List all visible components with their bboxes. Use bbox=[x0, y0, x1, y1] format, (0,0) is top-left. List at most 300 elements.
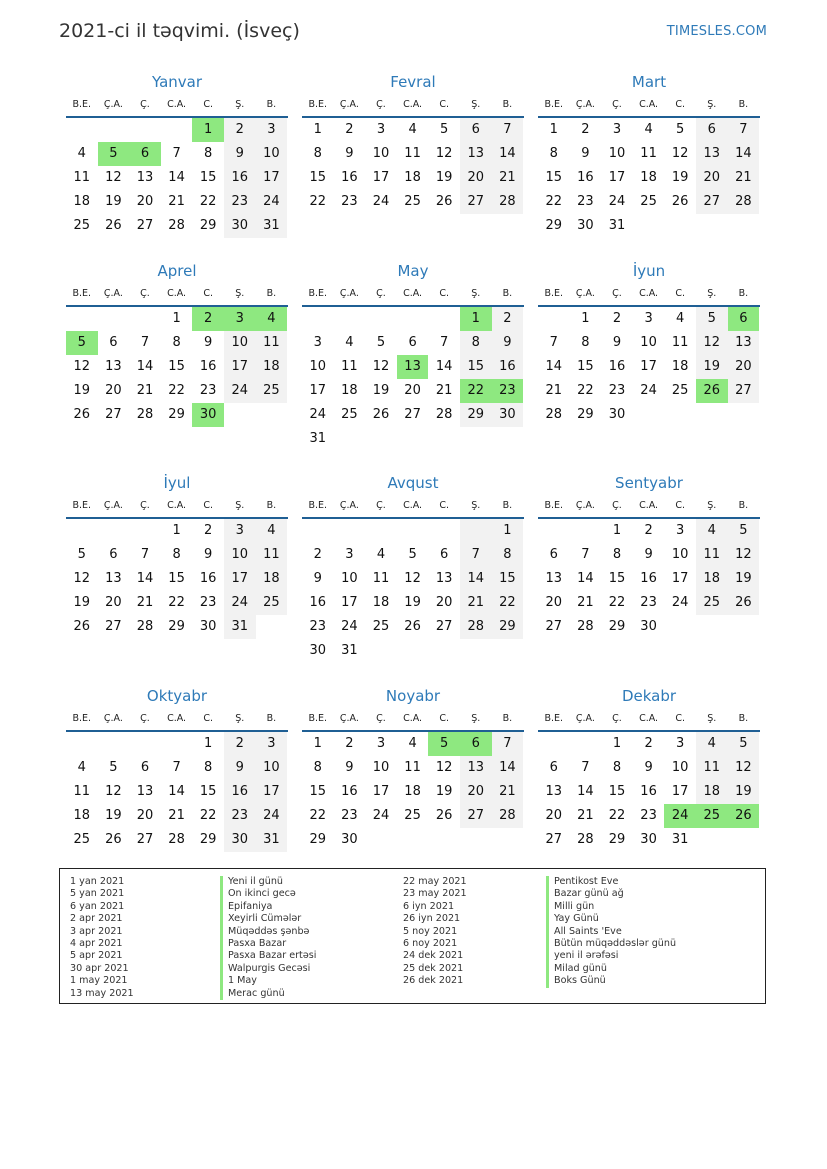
day-cell: 5 bbox=[77, 547, 86, 562]
legend-holiday-name: Bazar günü ağ bbox=[546, 888, 676, 900]
weekday-label: Ç.A. bbox=[103, 500, 123, 511]
day-cell: 11 bbox=[73, 170, 91, 185]
day-cell: 16 bbox=[608, 359, 626, 374]
day-cell: 30 bbox=[492, 403, 524, 427]
empty-cell bbox=[161, 732, 193, 756]
day-cell: 9 bbox=[224, 142, 256, 166]
weekday-label: Ç. bbox=[612, 500, 622, 511]
weekday-label: C.A. bbox=[639, 713, 659, 724]
legend-holiday-name: Pasxa Bazar ertəsi bbox=[220, 950, 316, 962]
day-cell: 12 bbox=[73, 571, 91, 586]
day-cell: 20 bbox=[136, 194, 154, 209]
day-cell: 1 bbox=[204, 736, 213, 751]
legend-holiday-name: Müqəddəs şənbə bbox=[220, 926, 316, 938]
day-cell: 7 bbox=[140, 547, 150, 562]
day-cell: 18 bbox=[372, 595, 390, 610]
day-cell: 16 bbox=[224, 166, 256, 190]
day-cell: 28 bbox=[577, 619, 594, 634]
day-cell: 23 bbox=[341, 194, 358, 209]
day-cell: 30 bbox=[608, 407, 626, 422]
day-cell: 20 bbox=[105, 383, 122, 398]
month-6 bbox=[538, 259, 760, 427]
day-cell: 24 bbox=[224, 379, 256, 403]
day-cell: 29 bbox=[199, 218, 217, 233]
day-cell: 19 bbox=[435, 170, 453, 185]
weekday-label: C. bbox=[439, 288, 449, 299]
day-cell: 15 bbox=[608, 784, 626, 799]
month-name: Fevral bbox=[390, 73, 436, 91]
day-cell: 18 bbox=[73, 194, 91, 209]
weekday-label: C. bbox=[439, 500, 449, 511]
empty-cell bbox=[538, 732, 570, 756]
day-cell: 5 bbox=[428, 732, 460, 756]
weekday-label: Ş. bbox=[707, 288, 717, 299]
day-cell: 22 bbox=[608, 595, 626, 610]
legend-date: 24 dek 2021 bbox=[403, 950, 464, 962]
day-cell: 22 bbox=[460, 379, 492, 403]
weekday-header bbox=[302, 495, 524, 519]
day-cell: 30 bbox=[341, 832, 358, 847]
day-cell: 17 bbox=[640, 359, 657, 374]
day-cell: 23 bbox=[199, 383, 217, 398]
empty-cell bbox=[66, 307, 98, 331]
day-cell: 19 bbox=[435, 784, 453, 799]
day-cell: 29 bbox=[168, 619, 185, 634]
weekday-label: C. bbox=[203, 99, 213, 110]
weekday-label: Ç. bbox=[612, 99, 622, 110]
day-cell: 21 bbox=[492, 166, 524, 190]
weekday-label: Ç. bbox=[140, 288, 150, 299]
day-cell: 24 bbox=[372, 194, 390, 209]
site-logo-text[interactable]: TIMESLES.COM bbox=[666, 24, 767, 39]
legend-date: 6 iyn 2021 bbox=[403, 900, 455, 912]
day-cell: 29 bbox=[199, 832, 217, 847]
day-cell: 13 bbox=[397, 355, 429, 379]
day-cell: 17 bbox=[671, 784, 689, 799]
month-name: Sentyabr bbox=[615, 474, 683, 492]
weekday-label: C.A. bbox=[403, 713, 423, 724]
day-cell: 8 bbox=[204, 760, 213, 775]
day-cell: 5 bbox=[728, 519, 760, 543]
day-cell: 25 bbox=[256, 591, 288, 615]
weekday-label: Ç.A. bbox=[339, 288, 359, 299]
day-cell: 17 bbox=[341, 595, 358, 610]
weekday-label: C. bbox=[203, 288, 213, 299]
empty-cell bbox=[397, 307, 429, 331]
day-cell: 11 bbox=[640, 146, 657, 161]
day-cell: 8 bbox=[612, 547, 622, 562]
day-cell: 20 bbox=[696, 166, 728, 190]
weekday-label: Ş. bbox=[235, 713, 245, 724]
legend-names-col-1 bbox=[220, 876, 316, 1000]
day-cell: 29 bbox=[492, 615, 524, 639]
day-cell: 10 bbox=[671, 547, 689, 562]
day-cell: 4 bbox=[256, 307, 288, 331]
day-cell: 31 bbox=[608, 218, 626, 233]
weekday-label: Ç. bbox=[376, 500, 386, 511]
empty-cell bbox=[538, 519, 570, 543]
month-7 bbox=[66, 471, 288, 639]
day-cell: 15 bbox=[608, 571, 626, 586]
legend-date: 2 apr 2021 bbox=[70, 913, 123, 925]
day-cell: 25 bbox=[696, 591, 728, 615]
day-cell: 13 bbox=[105, 359, 122, 374]
day-cell: 2 bbox=[204, 523, 213, 538]
day-cell: 10 bbox=[671, 760, 689, 775]
day-cell: 11 bbox=[256, 331, 288, 355]
day-cell: 2 bbox=[644, 736, 653, 751]
day-cell: 23 bbox=[341, 808, 358, 823]
day-cell: 17 bbox=[256, 780, 288, 804]
legend-holiday-name: Epifaniya bbox=[220, 901, 316, 913]
day-cell: 31 bbox=[224, 615, 256, 639]
day-cell: 4 bbox=[676, 311, 685, 326]
weekday-label: B.E. bbox=[308, 288, 328, 299]
day-cell: 22 bbox=[545, 194, 563, 209]
weekday-label: Ş. bbox=[707, 99, 717, 110]
day-cell: 17 bbox=[671, 571, 689, 586]
day-cell: 18 bbox=[640, 170, 657, 185]
month-1 bbox=[66, 70, 288, 238]
day-cell: 30 bbox=[192, 403, 224, 427]
day-cell: 1 bbox=[172, 523, 181, 538]
legend-date: 22 may 2021 bbox=[403, 876, 467, 887]
legend-date: 1 may 2021 bbox=[70, 975, 128, 987]
weekday-label: C.A. bbox=[167, 99, 187, 110]
weekday-label: Ç. bbox=[376, 713, 386, 724]
day-cell: 8 bbox=[204, 146, 213, 161]
day-cell: 5 bbox=[376, 335, 386, 350]
empty-cell bbox=[460, 519, 492, 543]
day-cell: 8 bbox=[492, 543, 524, 567]
day-cell: 15 bbox=[309, 784, 327, 799]
weekday-label: Ş. bbox=[471, 500, 481, 511]
empty-cell bbox=[98, 307, 130, 331]
day-cell: 14 bbox=[136, 571, 154, 586]
weekday-label: Ş. bbox=[235, 99, 245, 110]
day-cell: 17 bbox=[309, 383, 327, 398]
weekday-label: Ç. bbox=[140, 500, 150, 511]
day-cell: 22 bbox=[168, 383, 185, 398]
day-cell: 21 bbox=[577, 808, 594, 823]
day-cell: 22 bbox=[309, 808, 327, 823]
day-cell: 19 bbox=[404, 595, 421, 610]
day-cell: 3 bbox=[224, 307, 256, 331]
day-cell: 11 bbox=[671, 335, 689, 350]
day-cell: 3 bbox=[376, 122, 386, 137]
day-cell: 10 bbox=[256, 756, 288, 780]
day-cell: 12 bbox=[671, 146, 689, 161]
day-cell: 29 bbox=[309, 832, 327, 847]
weekday-label: C.A. bbox=[167, 713, 187, 724]
day-cell: 20 bbox=[545, 808, 563, 823]
day-cell: 9 bbox=[612, 335, 622, 350]
day-cell: 20 bbox=[404, 383, 421, 398]
day-cell: 7 bbox=[492, 732, 524, 756]
day-cell: 27 bbox=[105, 619, 122, 634]
day-cell: 24 bbox=[671, 595, 689, 610]
weekday-label: C. bbox=[203, 713, 213, 724]
day-cell: 2 bbox=[345, 122, 354, 137]
day-cell: 10 bbox=[341, 571, 358, 586]
weekday-label: C.A. bbox=[403, 99, 423, 110]
empty-cell bbox=[98, 732, 130, 756]
day-cell: 14 bbox=[577, 784, 594, 799]
day-cell: 23 bbox=[640, 808, 657, 823]
legend-holiday-name: All Saints 'Eve bbox=[546, 926, 676, 938]
day-cell: 28 bbox=[168, 218, 185, 233]
day-cell: 27 bbox=[460, 190, 492, 214]
legend-date: 3 apr 2021 bbox=[70, 925, 123, 937]
day-cell: 9 bbox=[313, 571, 322, 586]
day-cell: 16 bbox=[199, 359, 217, 374]
day-cell: 2 bbox=[644, 523, 653, 538]
empty-cell bbox=[428, 307, 460, 331]
day-cell: 1 bbox=[313, 736, 322, 751]
weekday-label: Ç.A. bbox=[575, 99, 595, 110]
weekday-header bbox=[302, 94, 524, 118]
weekday-header bbox=[66, 283, 288, 307]
month-name: Avqust bbox=[387, 474, 439, 492]
day-cell: 19 bbox=[728, 567, 760, 591]
day-cell: 16 bbox=[577, 170, 594, 185]
day-cell: 13 bbox=[105, 571, 122, 586]
day-cell: 3 bbox=[644, 311, 653, 326]
weekday-label: B. bbox=[738, 713, 749, 724]
weekday-label: C.A. bbox=[639, 500, 659, 511]
day-cell: 25 bbox=[256, 379, 288, 403]
day-cell: 8 bbox=[172, 335, 181, 350]
day-cell: 16 bbox=[341, 170, 358, 185]
day-cell: 23 bbox=[608, 383, 626, 398]
day-cell: 17 bbox=[224, 355, 256, 379]
month-8 bbox=[302, 471, 524, 663]
legend-date: 1 yan 2021 bbox=[70, 876, 125, 887]
day-cell: 20 bbox=[545, 595, 563, 610]
day-cell: 14 bbox=[460, 567, 492, 591]
day-cell: 12 bbox=[696, 331, 728, 355]
day-cell: 21 bbox=[492, 780, 524, 804]
empty-cell bbox=[66, 118, 98, 142]
day-cell: 16 bbox=[309, 595, 327, 610]
day-cell: 27 bbox=[136, 832, 154, 847]
day-cell: 24 bbox=[256, 190, 288, 214]
day-cell: 7 bbox=[172, 146, 181, 161]
weekday-header bbox=[66, 708, 288, 732]
weekday-label: B.E. bbox=[72, 99, 92, 110]
day-cell: 17 bbox=[224, 567, 256, 591]
day-cell: 17 bbox=[256, 166, 288, 190]
day-cell: 26 bbox=[728, 804, 760, 828]
day-cell: 25 bbox=[372, 619, 390, 634]
legend-holiday-name: Milli gün bbox=[546, 901, 676, 913]
day-cell: 10 bbox=[608, 146, 626, 161]
empty-cell bbox=[365, 519, 397, 543]
day-cell: 28 bbox=[136, 619, 154, 634]
day-cell: 14 bbox=[168, 784, 185, 799]
weekday-label: Ç.A. bbox=[339, 99, 359, 110]
weekday-label: Ş. bbox=[235, 288, 245, 299]
day-cell: 7 bbox=[728, 118, 760, 142]
day-cell: 15 bbox=[309, 170, 327, 185]
day-cell: 10 bbox=[372, 760, 390, 775]
day-cell: 6 bbox=[440, 547, 449, 562]
day-cell: 7 bbox=[140, 335, 150, 350]
day-cell: 25 bbox=[73, 832, 91, 847]
legend-date: 5 apr 2021 bbox=[70, 950, 123, 962]
day-cell: 22 bbox=[199, 194, 217, 209]
day-cell: 30 bbox=[577, 218, 594, 233]
day-cell: 8 bbox=[581, 335, 590, 350]
weekday-label: B. bbox=[266, 713, 277, 724]
day-cell: 25 bbox=[671, 383, 689, 398]
day-cell: 24 bbox=[256, 804, 288, 828]
day-cell: 18 bbox=[256, 567, 288, 591]
day-cell: 19 bbox=[73, 383, 91, 398]
day-cell: 2 bbox=[581, 122, 590, 137]
month-12 bbox=[538, 684, 760, 852]
day-cell: 11 bbox=[73, 784, 91, 799]
day-cell: 30 bbox=[199, 619, 217, 634]
day-cell: 19 bbox=[696, 355, 728, 379]
weekday-header bbox=[66, 94, 288, 118]
legend-holiday-name: Pentikost Eve bbox=[546, 876, 676, 888]
day-cell: 26 bbox=[73, 619, 91, 634]
day-cell: 21 bbox=[728, 166, 760, 190]
day-cell: 3 bbox=[313, 335, 322, 350]
day-cell: 26 bbox=[105, 218, 122, 233]
day-cell: 6 bbox=[408, 335, 417, 350]
day-cell: 24 bbox=[608, 194, 626, 209]
day-cell: 2 bbox=[224, 732, 256, 756]
days-grid bbox=[66, 118, 288, 238]
day-cell: 30 bbox=[224, 214, 256, 238]
weekday-label: Ç. bbox=[140, 99, 150, 110]
day-cell: 23 bbox=[492, 379, 524, 403]
day-cell: 27 bbox=[696, 190, 728, 214]
days-grid bbox=[302, 118, 524, 214]
weekday-label: Ş. bbox=[707, 713, 717, 724]
empty-cell bbox=[129, 307, 161, 331]
empty-cell bbox=[302, 307, 334, 331]
day-cell: 9 bbox=[492, 331, 524, 355]
weekday-label: Ç.A. bbox=[575, 500, 595, 511]
day-cell: 7 bbox=[440, 335, 449, 350]
day-cell: 3 bbox=[376, 736, 386, 751]
day-cell: 9 bbox=[644, 760, 653, 775]
day-cell: 10 bbox=[256, 142, 288, 166]
day-cell: 12 bbox=[73, 359, 91, 374]
empty-cell bbox=[98, 118, 130, 142]
day-cell: 7 bbox=[172, 760, 181, 775]
day-cell: 20 bbox=[460, 780, 492, 804]
day-cell: 4 bbox=[696, 519, 728, 543]
legend-holiday-name: Merac günü bbox=[220, 988, 316, 1000]
day-cell: 12 bbox=[728, 756, 760, 780]
day-cell: 19 bbox=[105, 194, 122, 209]
weekday-label: Ç.A. bbox=[103, 713, 123, 724]
weekday-label: C. bbox=[675, 288, 685, 299]
day-cell: 5 bbox=[66, 331, 98, 355]
day-cell: 27 bbox=[545, 619, 563, 634]
legend-holiday-name: Pasxa Bazar bbox=[220, 938, 316, 950]
weekday-label: B.E. bbox=[72, 288, 92, 299]
day-cell: 21 bbox=[577, 595, 594, 610]
weekday-label: C.A. bbox=[167, 500, 187, 511]
weekday-label: Ç.A. bbox=[575, 288, 595, 299]
month-name: Yanvar bbox=[151, 73, 203, 91]
days-grid bbox=[538, 519, 760, 639]
day-cell: 29 bbox=[608, 619, 626, 634]
day-cell: 24 bbox=[664, 804, 696, 828]
day-cell: 3 bbox=[224, 519, 256, 543]
day-cell: 18 bbox=[341, 383, 358, 398]
day-cell: 16 bbox=[492, 355, 524, 379]
day-cell: 13 bbox=[136, 170, 154, 185]
day-cell: 15 bbox=[199, 784, 217, 799]
day-cell: 12 bbox=[435, 146, 453, 161]
legend-date: 6 yan 2021 bbox=[70, 900, 125, 912]
day-cell: 26 bbox=[404, 619, 421, 634]
day-cell: 14 bbox=[577, 571, 594, 586]
day-cell: 15 bbox=[577, 359, 594, 374]
empty-cell bbox=[570, 732, 602, 756]
day-cell: 21 bbox=[136, 595, 154, 610]
day-cell: 1 bbox=[192, 118, 224, 142]
day-cell: 7 bbox=[460, 543, 492, 567]
day-cell: 25 bbox=[640, 194, 657, 209]
day-cell: 27 bbox=[728, 379, 760, 403]
legend-holiday-name: 1 May bbox=[220, 975, 316, 987]
day-cell: 13 bbox=[136, 784, 154, 799]
empty-cell bbox=[302, 519, 334, 543]
weekday-label: B.E. bbox=[544, 288, 564, 299]
day-cell: 6 bbox=[460, 732, 492, 756]
day-cell: 24 bbox=[309, 407, 327, 422]
legend-date: 25 dek 2021 bbox=[403, 962, 464, 974]
weekday-label: Ç. bbox=[612, 288, 622, 299]
weekday-label: Ç.A. bbox=[103, 288, 123, 299]
day-cell: 13 bbox=[460, 142, 492, 166]
weekday-label: Ş. bbox=[235, 500, 245, 511]
day-cell: 3 bbox=[256, 732, 288, 756]
day-cell: 8 bbox=[172, 547, 181, 562]
day-cell: 23 bbox=[577, 194, 594, 209]
day-cell: 3 bbox=[256, 118, 288, 142]
day-cell: 26 bbox=[372, 407, 390, 422]
day-cell: 22 bbox=[492, 591, 524, 615]
day-cell: 12 bbox=[105, 784, 122, 799]
weekday-label: Ç.A. bbox=[103, 99, 123, 110]
day-cell: 2 bbox=[345, 736, 354, 751]
day-cell: 10 bbox=[309, 359, 327, 374]
day-cell: 4 bbox=[256, 519, 288, 543]
day-cell: 5 bbox=[676, 122, 685, 137]
day-cell: 26 bbox=[105, 832, 122, 847]
day-cell: 25 bbox=[73, 218, 91, 233]
empty-cell bbox=[334, 519, 366, 543]
page-title: 2021-ci il təqvimi. (İsveç) bbox=[59, 20, 300, 42]
legend-date: 6 noy 2021 bbox=[403, 938, 458, 950]
weekday-label: B.E. bbox=[308, 99, 328, 110]
day-cell: 8 bbox=[313, 146, 322, 161]
day-cell: 14 bbox=[136, 359, 154, 374]
day-cell: 5 bbox=[696, 307, 728, 331]
day-cell: 19 bbox=[728, 780, 760, 804]
day-cell: 17 bbox=[608, 170, 626, 185]
weekday-header bbox=[538, 283, 760, 307]
legend-date: 26 dek 2021 bbox=[403, 975, 464, 987]
